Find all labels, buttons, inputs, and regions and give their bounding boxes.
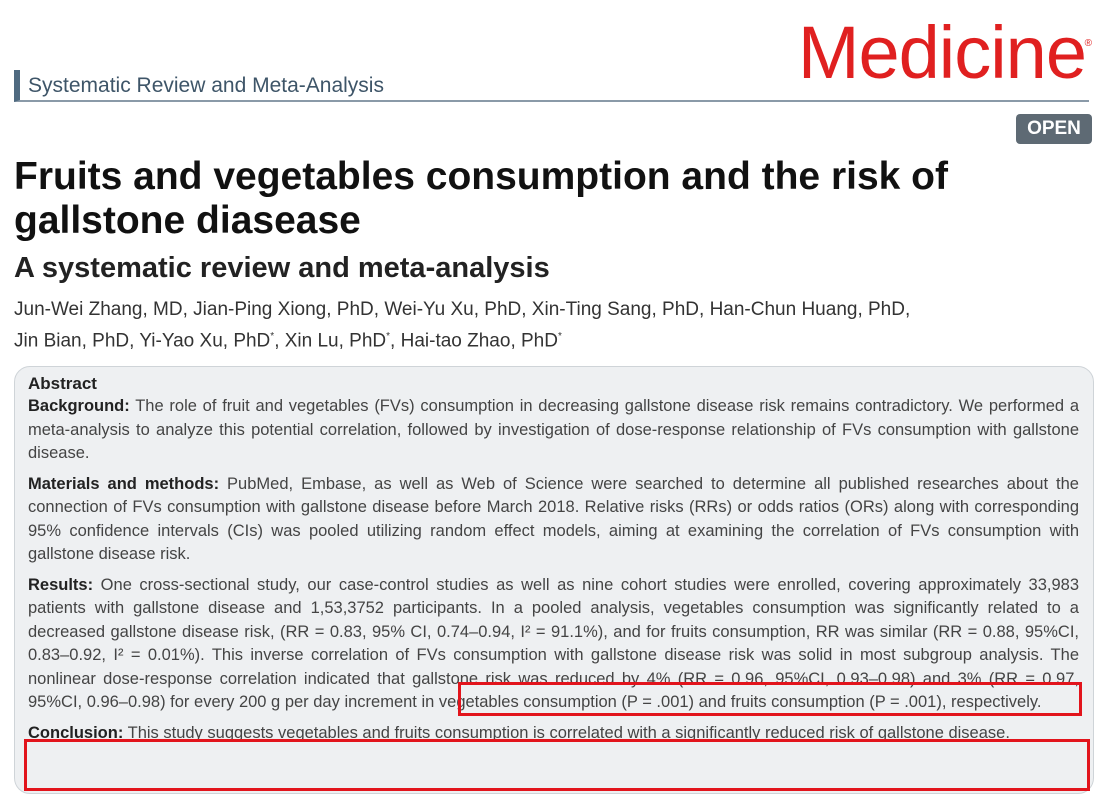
- journal-logo: Medicine: [797, 11, 1086, 94]
- highlight-box-results: [458, 682, 1082, 716]
- abstract-methods: [28, 473, 1079, 567]
- highlight-box-conclusion: [24, 739, 1090, 791]
- results-label: Results:: [28, 575, 94, 594]
- author-group-c: , Hai-tao Zhao, PhD: [390, 330, 558, 352]
- results-text: One cross-sectional study, our case-control studies as well as nine cohort studies were enrolled, covering approximately 33,983 patients with gallstone disease and 1,53,3752 participants. In a pooled analysis, vegetables consumption was significantly related to a decreased gallstone disease risk, (RR = 0.83, 95% CI, 0.74–0.94, I² = 91.1%), and for fruits consumption, RR was similar (RR = 0.88, 95%CI, 0.83–0.92, I² = 0.01%). This inverse correlation of FVs consumption with gallstone disease risk was solid in most subgroup analysis. The nonlinear dose-response correlation indicated that gallstone risk was reduced by 4% (RR = 0.96, 95%CI, 0.93–0.98) and 3% (RR = 0.97, 95%CI, 0.96–0.98) for every 200 g per day increment in vegetables consumption (P = .001) and fruits consumption (P = .001), respectively.: [28, 575, 1079, 711]
- author-group-b: , Xin Lu, PhD: [274, 330, 387, 352]
- article-title: Fruits and vegetables consumption and the risk of gallstone diasease: [14, 155, 948, 242]
- article-subtitle: A systematic review and meta-analysis: [14, 252, 550, 284]
- author-line-2: [14, 323, 1094, 354]
- conclusion-label: Conclusion:: [28, 723, 124, 742]
- background-text: The role of fruit and vegetables (FVs) consumption in decreasing gallstone disease risk remains contradictory. We performed a meta-analysis to analyze this potential correlation, followed by investigation of dose-response relationship of FVs consumption with gallstone disease.: [28, 397, 1079, 462]
- corresponding-mark: *: [557, 331, 562, 342]
- open-access-badge: OPEN: [1016, 114, 1092, 144]
- corresponding-mark: *: [270, 331, 275, 342]
- background-label: Background:: [28, 397, 130, 415]
- abstract-box: [14, 366, 1094, 794]
- abstract-heading: Abstract: [28, 374, 97, 393]
- registered-mark: ®: [1084, 38, 1092, 49]
- conclusion-text: This study suggests vegetables and fruits consumption is correlated with a significantly reduced risk of gallstone disease.: [123, 723, 1010, 742]
- abstract-background: [28, 395, 1079, 466]
- author-list: [14, 296, 1094, 354]
- section-label: Systematic Review and Meta-Analysis: [14, 70, 1089, 102]
- author-line-1: Jun-Wei Zhang, MD, Jian-Ping Xiong, PhD, Wei-Yu Xu, PhD, Xin-Ting Sang, PhD, Han-Chun Huang, PhD,: [14, 299, 911, 320]
- author-group-a: Jin Bian, PhD, Yi-Yao Xu, PhD: [14, 330, 271, 352]
- corresponding-mark: *: [386, 331, 391, 342]
- methods-text: PubMed, Embase, as well as Web of Science were searched to determine all published researches about the connection of FVs consumption with gallstone disease before March 2018. Relative risks (RRs) or odds ratios (ORs) along with corresponding 95% confidence intervals (CIs) was pooled utilizing random effect models, aiming at examining the correlation of FVs consumption with gallstone disease risk.: [28, 474, 1079, 563]
- methods-label: Materials and methods:: [28, 474, 220, 493]
